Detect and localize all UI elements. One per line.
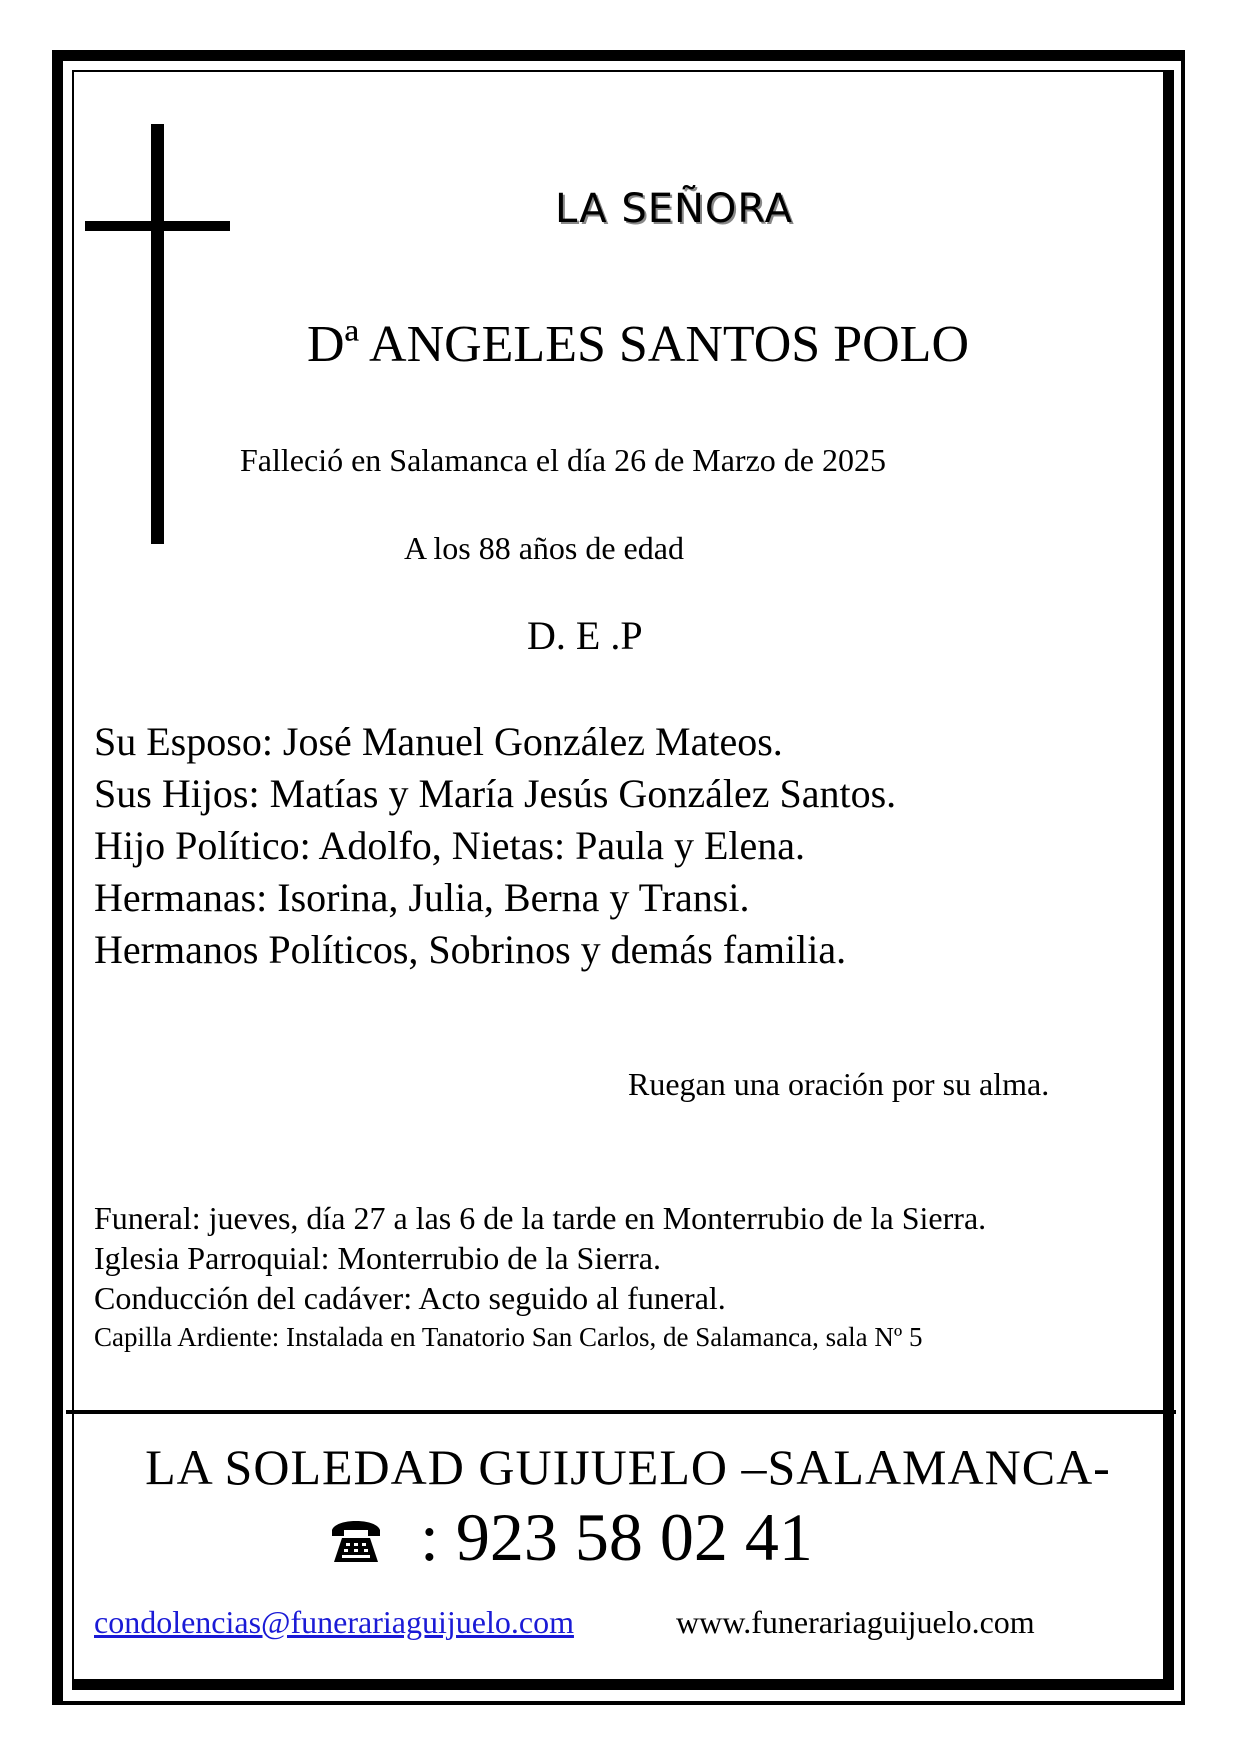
chapel-line: Capilla Ardiente: Instalada en Tanatorio San Carlos, de Salamanca, sala Nº 5 — [94, 1322, 923, 1352]
title-la-senora: LA SEÑORA — [555, 186, 793, 232]
church-line: Iglesia Parroquial: Monterrubio de la Sierra. — [94, 1240, 661, 1276]
family-spouse: Su Esposo: José Manuel González Mateos. — [94, 719, 783, 764]
family-others: Hermanos Políticos, Sobrinos y demás familia. — [94, 927, 847, 972]
prayer-request: Ruegan una oración por su alma. — [628, 1066, 1050, 1102]
deceased-name: Dª ANGELES SANTOS POLO — [306, 316, 969, 373]
phone-number: : 923 58 02 41 — [420, 1499, 813, 1575]
email-link[interactable]: condolencias@funerariaguijuelo.com — [94, 1604, 574, 1640]
family-list — [94, 716, 896, 976]
family-sisters: Hermanas: Isorina, Julia, Berna y Transi. — [94, 875, 750, 920]
footer-divider — [66, 1410, 1176, 1414]
conduction-line: Conducción del cadáver: Acto seguido al funeral. — [94, 1280, 726, 1316]
death-date-line: Falleció en Salamanca el día 26 de Marzo de 2025 — [240, 442, 886, 478]
service-details — [94, 1198, 986, 1356]
family-in-law-grandchildren: Hijo Político: Adolfo, Nietas: Paula y Elena. — [94, 823, 806, 868]
website-text: www.funerariaguijuelo.com — [676, 1604, 1035, 1640]
age-line: A los 88 años de edad — [404, 530, 684, 566]
family-children: Sus Hijos: Matías y María Jesús González Santos. — [94, 771, 897, 816]
rip-text: D. E .P — [527, 613, 643, 658]
telephone-icon — [330, 1516, 382, 1566]
company-name: LA SOLEDAD GUIJUELO –SALAMANCA- — [145, 1439, 1111, 1495]
funeral-line: Funeral: jueves, día 27 a las 6 de la tarde en Monterrubio de la Sierra. — [94, 1200, 987, 1236]
